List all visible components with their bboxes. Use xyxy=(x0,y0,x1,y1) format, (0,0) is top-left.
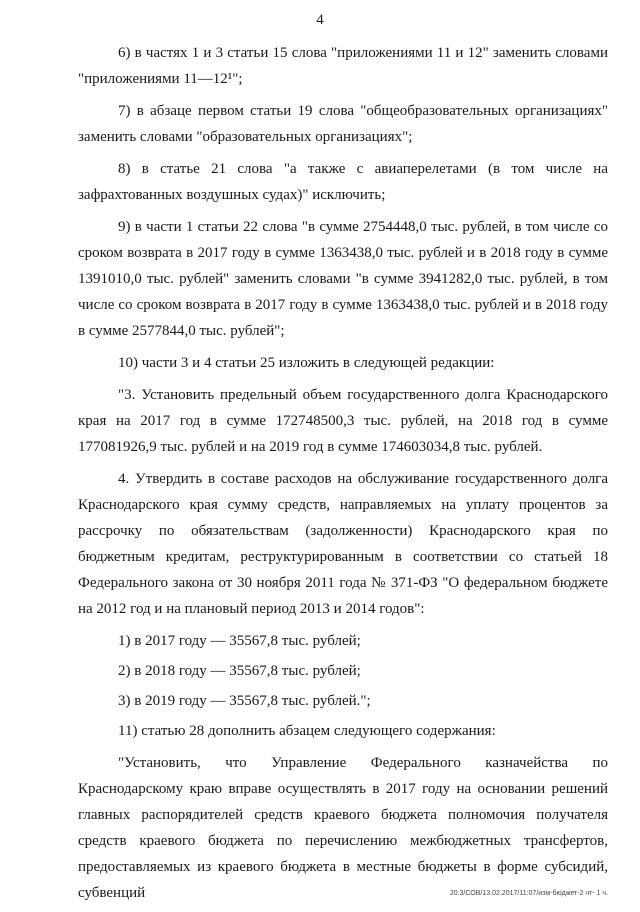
paragraph-treasury: "Установить, что Управление Федерального казначейства по Краснодарскому краю вправе осуществлять в 2017 году на основании решений главных распорядителей средств краевого бюджета полномочия получателя средств краевого бюджета по перечислению межбюджетных трансфертов, предоставляемых из краевого бюджета в местные бюджеты в форме субсидий, субвенций xyxy=(78,755,608,901)
paragraph-item-11: 11) статью 28 дополнить абзацем следующего содержания: xyxy=(118,723,496,739)
paragraph-debt-service: 4. Утвердить в составе расходов на обслуживание государственного долга Краснодарского края сумму средств, направляемых на уплату процентов за рассрочку по обязательствам (задолженности) Краснодарского края по бюджетным кредитам, реструктурированным в соответствии со статьей 18 Федерального закона от 30 ноября 2011 года № 371-ФЗ "О федеральном бюджете на 2012 год и на плановый период 2013 и 2014 годов": xyxy=(78,471,608,617)
paragraph-item-8: 8) в статье 21 слова "а также с авиаперелетами (в том числе на зафрахтованных воздушных судах)" исключить; xyxy=(78,161,608,203)
paragraph-item-6: 6) в частях 1 и 3 статьи 15 слова "приложениями 11 и 12" заменить словами "приложениями 11—12¹"; xyxy=(78,45,608,87)
list-item-2017: 1) в 2017 году — 35567,8 тыс. рублей; xyxy=(118,633,361,649)
document-footer: 20.3/СОВ/13.02.2017/11:07/изм-бюджет-2 чт- 1 ч. xyxy=(449,890,608,897)
paragraph-item-10: 10) части 3 и 4 статьи 25 изложить в следующей редакции: xyxy=(118,355,495,371)
page-number: 4 xyxy=(316,12,324,28)
document-body xyxy=(78,40,608,912)
list-item-2019: 3) в 2019 году — 35567,8 тыс. рублей."; xyxy=(118,693,371,709)
paragraph-item-7: 7) в абзаце первом статьи 19 слова "общеобразовательных организациях" заменить словами "образовательных организациях"; xyxy=(78,103,608,145)
list-item-2018: 2) в 2018 году — 35567,8 тыс. рублей; xyxy=(118,663,361,679)
paragraph-debt-limit: "3. Установить предельный объем государственного долга Краснодарского края на 2017 год в сумме 172748500,3 тыс. рублей, на 2018 год в сумме 177081926,9 тыс. рублей и на 2019 год в сумме 174603034,8 тыс. рублей. xyxy=(78,387,608,455)
paragraph-item-9: 9) в части 1 статьи 22 слова "в сумме 2754448,0 тыс. рублей, в том числе со сроком возврата в 2017 году в сумме 1363438,0 тыс. рублей и в 2018 году в сумме 1391010,0 тыс. рублей" заменить словами "в сумме 3941282,0 тыс. рублей, в том числе со сроком возврата в 2017 году в сумме 1363438,0 тыс. рублей и в 2018 году в сумме 2577844,0 тыс. рублей"; xyxy=(78,219,608,339)
